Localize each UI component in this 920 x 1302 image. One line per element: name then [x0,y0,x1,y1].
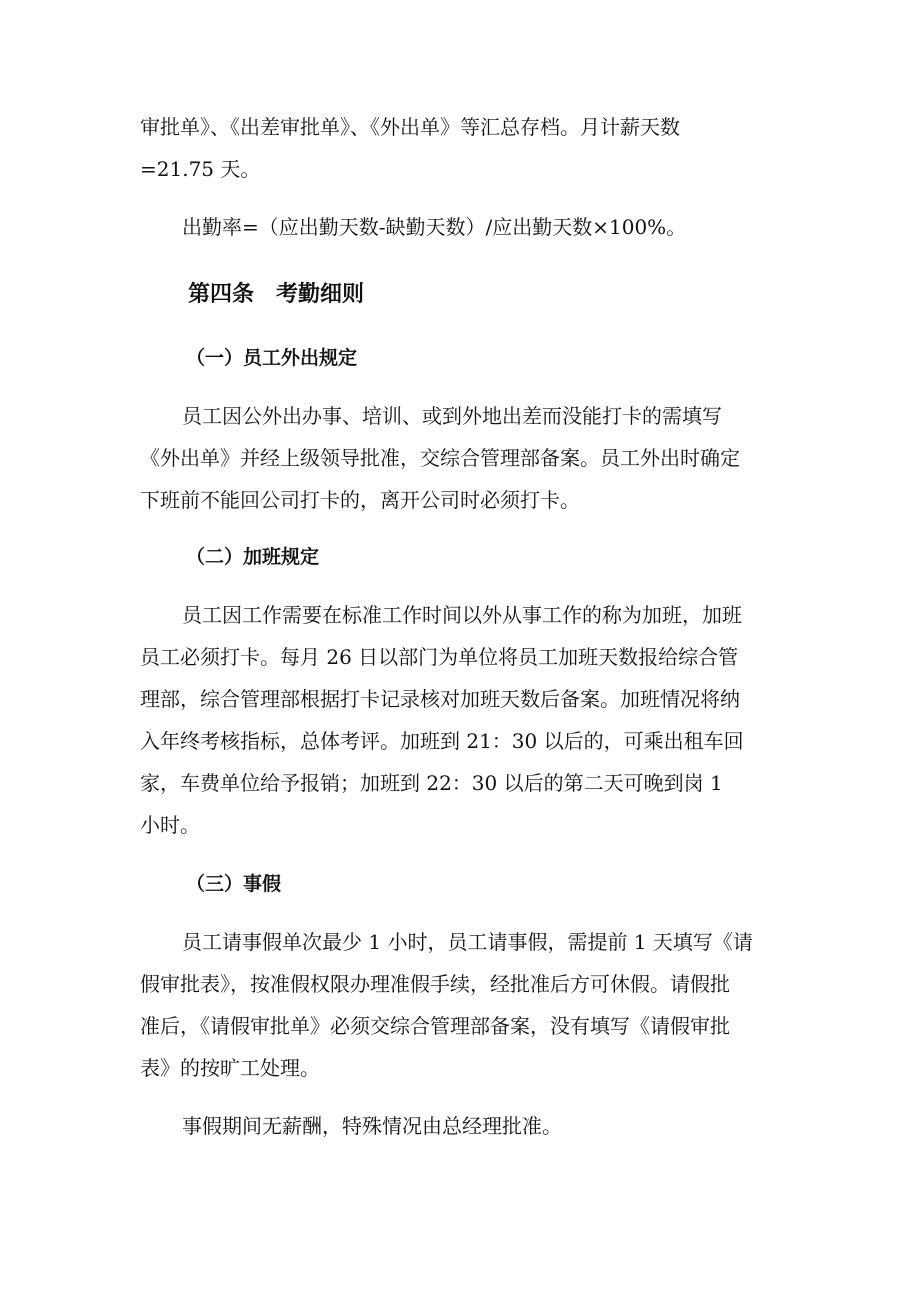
paragraph-line: 表》的按旷工处理。 [140,1056,320,1080]
paragraph-line: 下班前不能回公司打卡的，离开公司时必须打卡。 [140,488,580,512]
paragraph-line: =21.75 天。 [140,157,261,181]
section-heading: （二）加班规定 [186,546,320,568]
paragraph-line: 出勤率=（应出勤天数-缺勤天数）/应出勤天数×100%。 [182,215,687,239]
paragraph-line: 小时。 [140,813,200,837]
paragraph-line: 员工因公外出办事、培训、或到外地出差而没能打卡的需填写 [182,404,722,428]
paragraph-line: 家，车费单位给予报销；加班到 22：30 以后的第二天可晚到岗 1 [140,771,723,795]
paragraph-line: 员工因工作需要在标准工作时间以外从事工作的称为加班，加班 [182,603,742,627]
section-heading: （一）员工外出规定 [186,347,358,369]
article-heading: 第四条 考勤细则 [188,282,365,307]
paragraph-line: 事假期间无薪酬，特殊情况由总经理批准。 [182,1114,562,1138]
paragraph-line: 审批单》、《出差审批单》、《外出单》等汇总存档。月计薪天数 [140,115,680,139]
paragraph-line: 员工请事假单次最少 1 小时，员工请事假，需提前 1 天填写《请 [182,930,753,954]
paragraph-line: 入年终考核指标，总体考评。加班到 21：30 以后的，可乘出租车回 [140,729,744,753]
paragraph-line: 《外出单》并经上级领导批准，交综合管理部备案。员工外出时确定 [140,446,740,470]
paragraph-line: 员工必须打卡。每月 26 日以部门为单位将员工加班天数报给综合管 [140,645,739,669]
paragraph-line: 准后，《请假审批单》必须交综合管理部备案，没有填写《请假审批 [140,1014,730,1038]
paragraph-line: 理部，综合管理部根据打卡记录核对加班天数后备案。加班情况将纳 [140,687,740,711]
section-heading: （三）事假 [186,873,282,895]
paragraph-line: 假审批表》，按准假权限办理准假手续，经批准后方可休假。请假批 [140,972,730,996]
